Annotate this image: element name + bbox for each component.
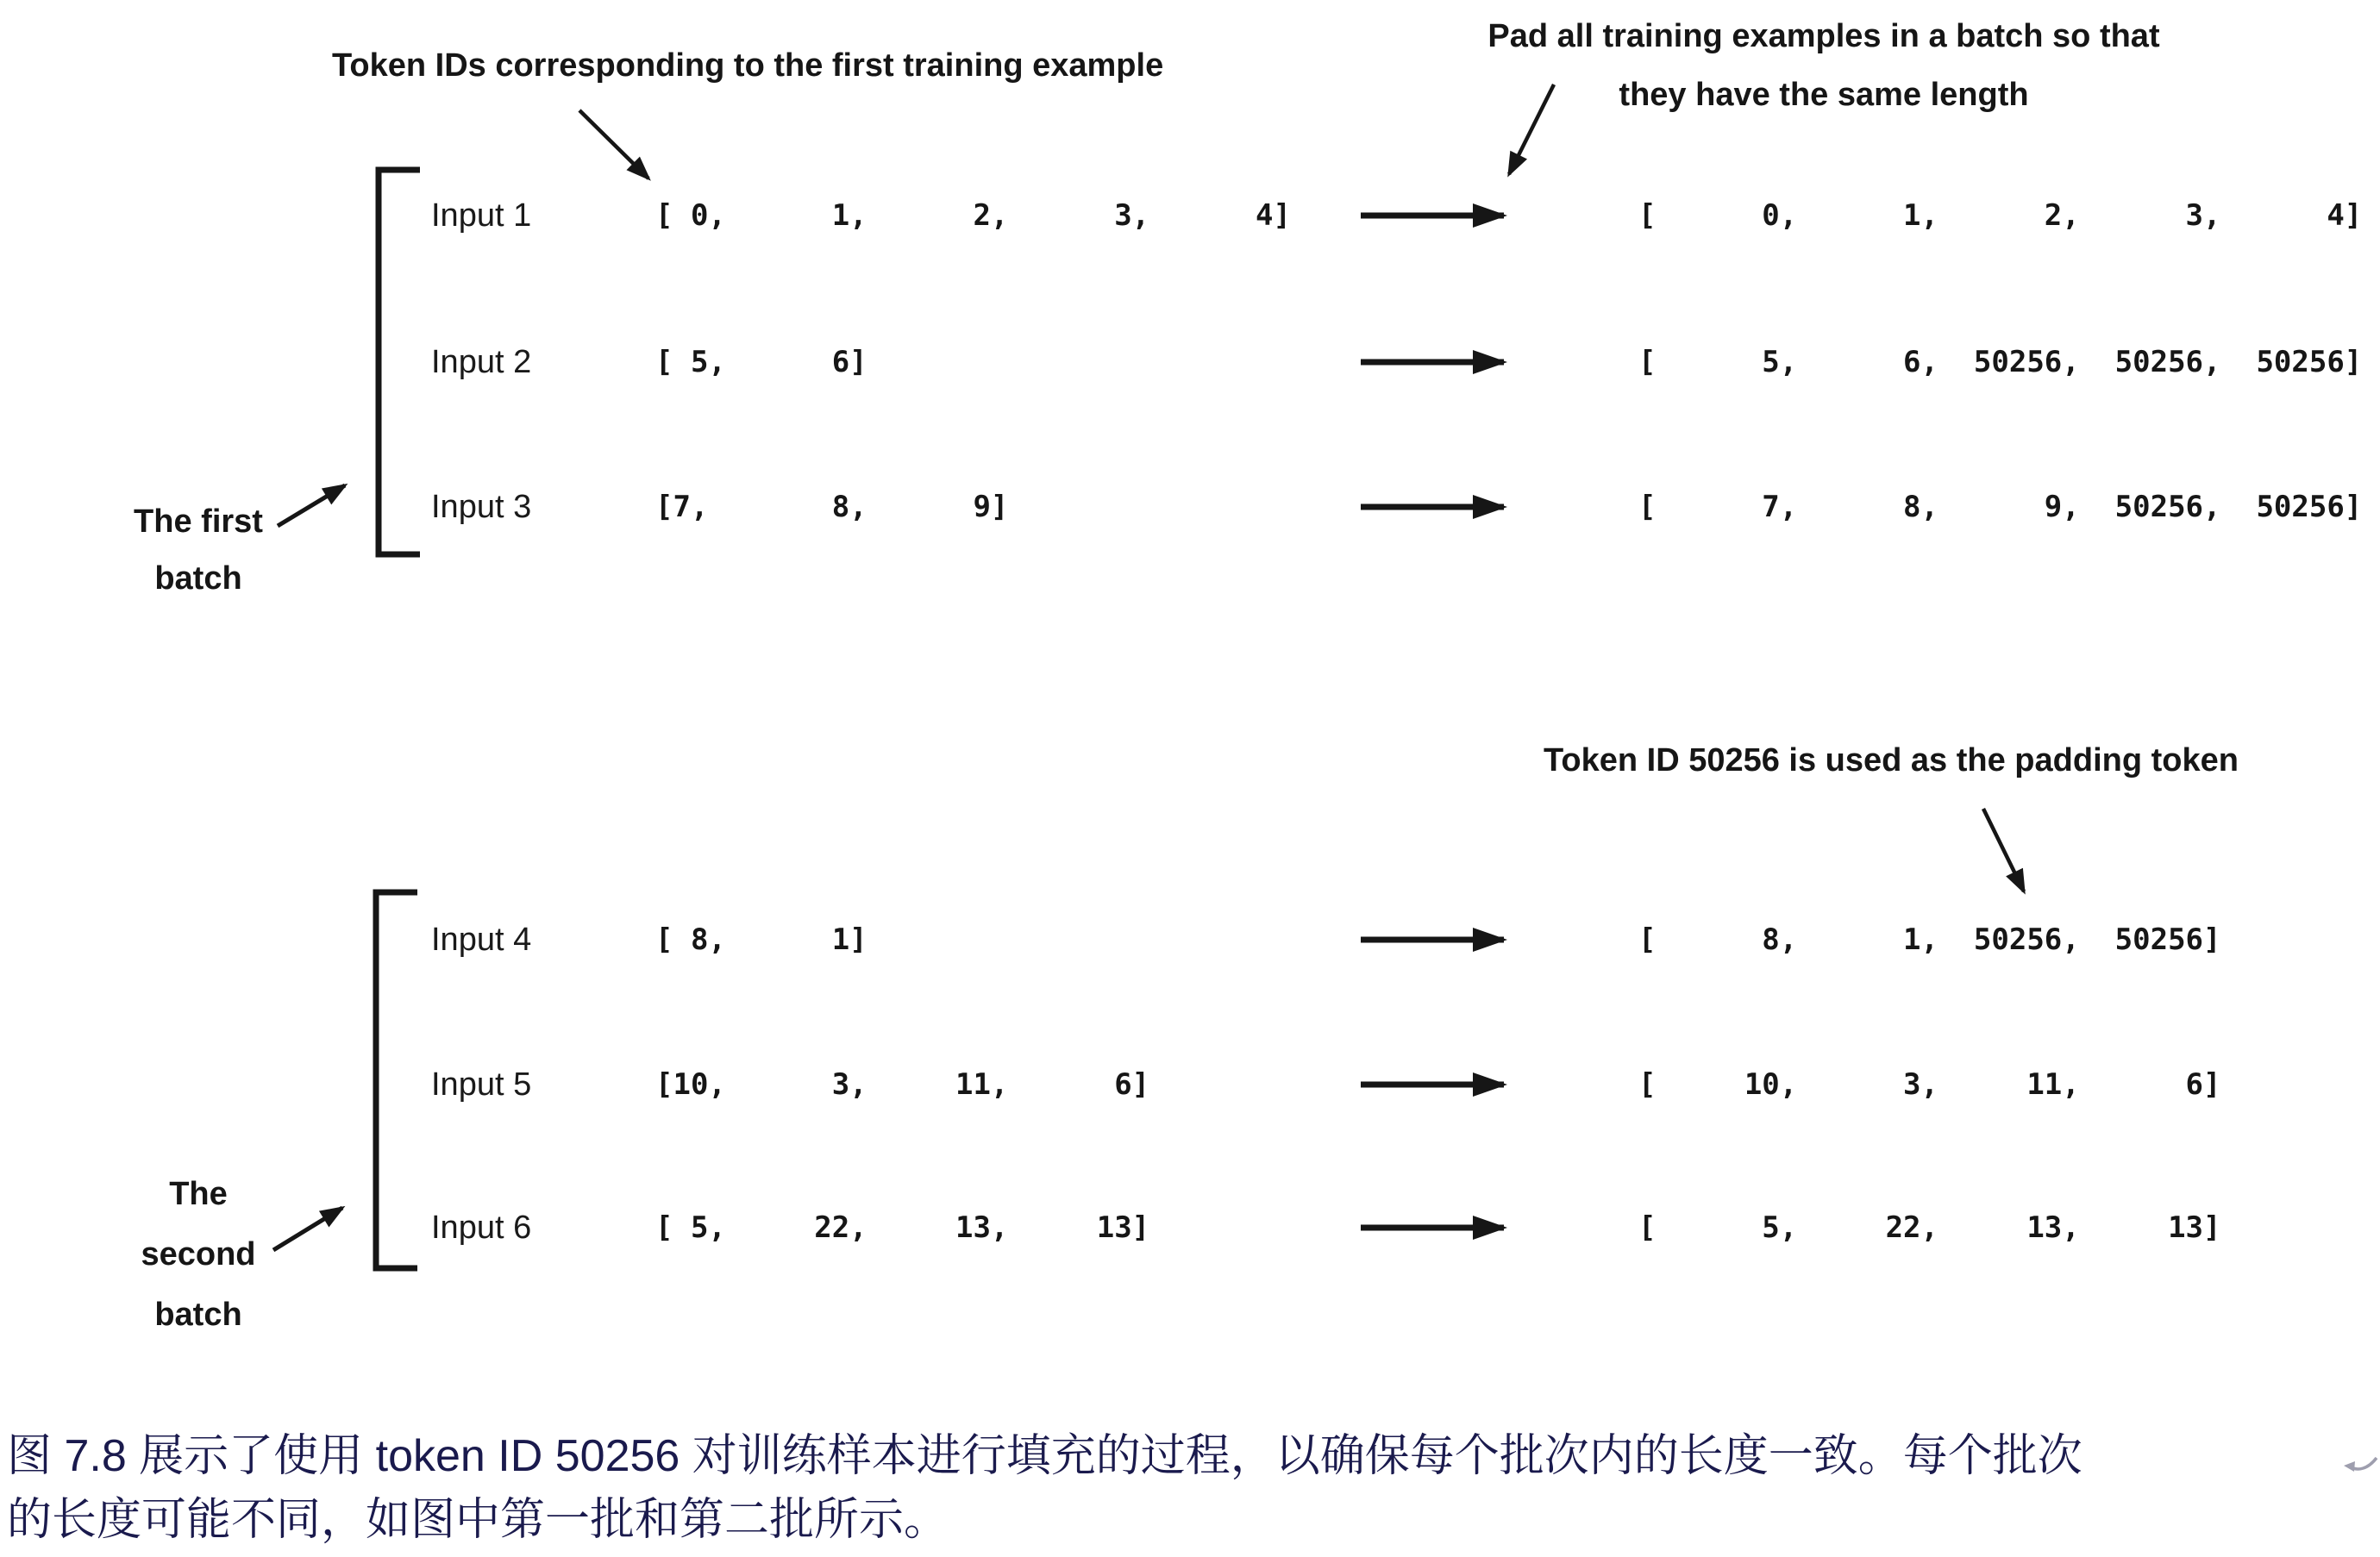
input-row-5 <box>0 1062 2380 1107</box>
input-6-token-ids: [ 5, 22, 13, 13] <box>655 1210 1150 1245</box>
second-batch-label-line3: batch <box>154 1297 242 1333</box>
second-batch-label-line2: second <box>141 1236 256 1272</box>
input-3-token-ids: [7, 8, 9] <box>655 490 1009 524</box>
figure-caption <box>7 1424 2380 1552</box>
line-wrap-indicator-icon <box>2342 1454 2380 1478</box>
first-batch-label-line2: batch <box>154 560 242 597</box>
figure-caption-line2: 的长度可能不同，如图中第一批和第二批所示。 <box>7 1495 949 1545</box>
pad-annotation-line1: Pad all training examples in a batch so that <box>1488 18 2160 54</box>
input-row-6 <box>0 1205 2380 1250</box>
input-5-token-ids: [10, 3, 11, 6] <box>655 1067 1150 1102</box>
input-4-token-ids: [ 8, 1] <box>655 922 867 957</box>
second-batch-label-line1: The <box>169 1176 228 1212</box>
input-label-5: Input 5 <box>431 1066 532 1103</box>
input-5-padded-token-ids: [ 10, 3, 11, 6] <box>1638 1067 2221 1102</box>
pad-annotation-line2: they have the same length <box>1619 77 2029 113</box>
input-label-3: Input 3 <box>431 489 532 525</box>
input-label-6: Input 6 <box>431 1210 532 1246</box>
input-1-token-ids: [ 0, 1, 2, 3, 4] <box>655 198 1291 233</box>
padding-token-annotation: Token ID 50256 is used as the padding token <box>1544 742 2239 778</box>
first-batch-label-line1: The first <box>134 503 263 540</box>
input-label-1: Input 1 <box>431 197 532 234</box>
token-ids-annotation-arrow <box>579 110 648 178</box>
input-4-padded-token-ids: [ 8, 1, 50256, 50256] <box>1638 922 2221 957</box>
input-1-padded-token-ids: [ 0, 1, 2, 3, 4] <box>1638 198 2363 233</box>
input-row-4 <box>0 917 2380 962</box>
figure-caption-line1: 图 7.8 展示了使用 token ID 50256 对训练样本进行填充的过程，以确保每个批次内的长度一致。每个批次 <box>7 1431 2082 1481</box>
input-label-4: Input 4 <box>431 922 532 958</box>
input-row-3 <box>0 485 2380 529</box>
input-6-padded-token-ids: [ 5, 22, 13, 13] <box>1638 1210 2221 1245</box>
input-3-padded-token-ids: [ 7, 8, 9, 50256, 50256] <box>1638 490 2363 524</box>
input-row-2 <box>0 340 2380 385</box>
second-batch-label <box>69 1164 328 1345</box>
pad-annotation <box>1466 7 2182 124</box>
input-row-1 <box>0 193 2380 238</box>
token-ids-annotation: Token IDs corresponding to the first training example <box>332 47 1164 84</box>
padding-token-annotation-arrow <box>1983 809 2024 891</box>
input-2-token-ids: [ 5, 6] <box>655 345 867 379</box>
input-2-padded-token-ids: [ 5, 6, 50256, 50256, 50256] <box>1638 345 2363 379</box>
input-label-2: Input 2 <box>431 344 532 380</box>
